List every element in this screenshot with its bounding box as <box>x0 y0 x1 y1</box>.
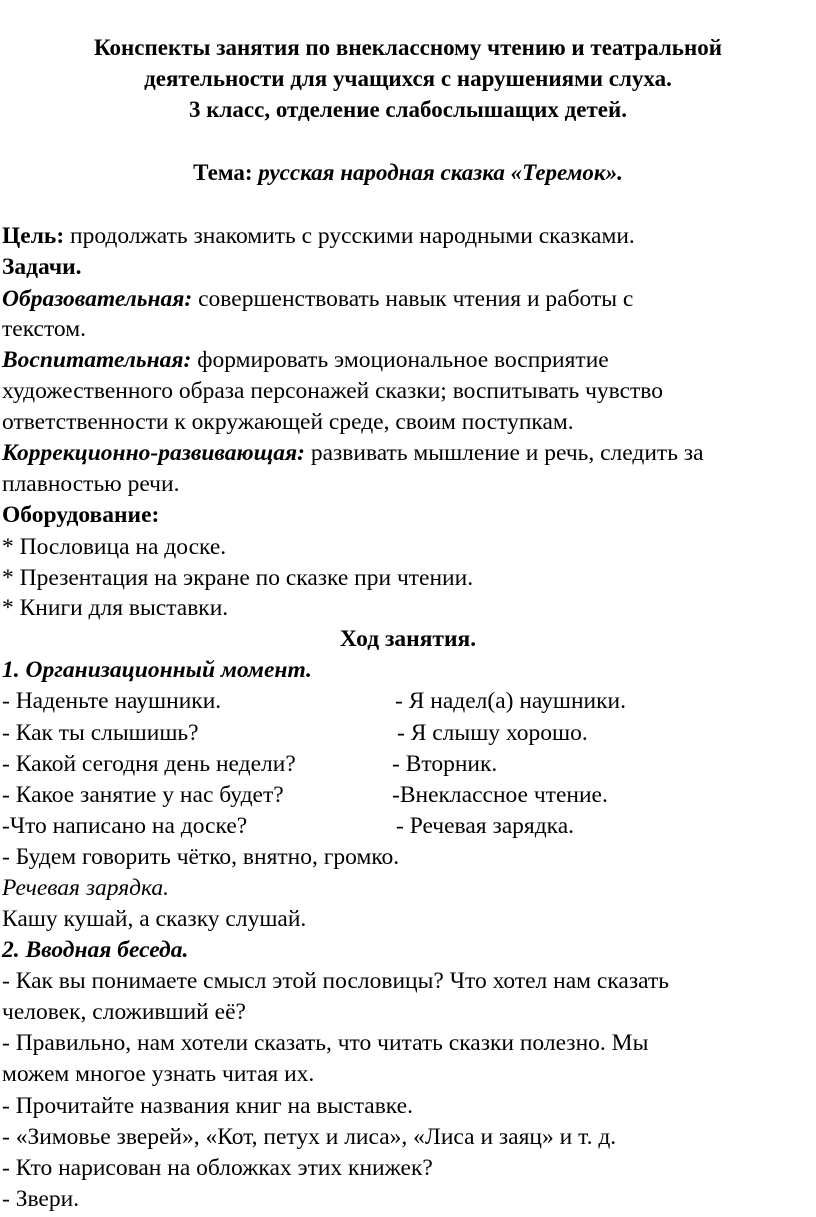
task-educational-label: Образовательная: <box>2 286 193 312</box>
lesson-heading: Ход занятия. <box>339 626 477 652</box>
equipment-item: * Презентация на экране по сказке при чтении. <box>2 565 474 591</box>
goal-text: продолжать знакомить с русскими народными сказками. <box>64 223 635 249</box>
topic-line <box>0 158 816 188</box>
topic-label: Тема: <box>193 160 253 185</box>
task-correction-label: Коррекционно-развивающая: <box>2 440 305 466</box>
topic-value: русская народная сказка «Теремок». <box>258 160 623 185</box>
goal-line <box>2 221 635 251</box>
talk-line: можем многое узнать читая их. <box>2 1061 315 1087</box>
proverb: Кашу кушай, а сказку слушай. <box>2 906 307 932</box>
dialog-question: - Какое занятие у нас будет? <box>2 782 284 808</box>
talk-line: - Как вы понимаете смысл этой пословицы? Что хотел нам сказать <box>2 968 669 994</box>
talk-line: - «Зимовье зверей», «Кот, петух и лиса», «Лиса и заяц» и т. д. <box>2 1124 617 1150</box>
talk-line: - Звери. <box>2 1186 80 1212</box>
dialog-answer: - Речевая зарядка. <box>396 813 575 839</box>
document-title-line-2: деятельности для учащихся с нарушениями слуха. <box>144 66 672 91</box>
document-title-line-1: Конспекты занятия по внеклассному чтению и театральной <box>94 35 722 60</box>
task-upbringing-cont-2: ответственности к окружающей среде, своим поступкам. <box>2 409 574 435</box>
talk-line: - Правильно, нам хотели сказать, что читать сказки полезно. Мы <box>2 1030 649 1056</box>
dialog-question: - Какой сегодня день недели? <box>2 751 296 777</box>
task-correction-cont: плавностью речи. <box>2 471 180 497</box>
equipment-item: * Пословица на доске. <box>2 534 227 560</box>
task-educational-text: совершенствовать навык чтения и работы с <box>192 286 634 312</box>
task-educational <box>2 284 633 314</box>
dialog-question: -Что написано на доске? <box>2 813 248 839</box>
equipment-item: * Книги для выставки. <box>2 595 229 621</box>
task-educational-cont: текстом. <box>2 316 86 342</box>
dialog-answer: - Я надел(а) наушники. <box>395 688 627 714</box>
talk-line: - Кто нарисован на обложках этих книжек? <box>2 1155 433 1181</box>
task-upbringing <box>2 345 609 375</box>
dialog-answer: - Вторник. <box>392 751 498 777</box>
dialog-question: - Наденьте наушники. <box>2 688 222 714</box>
task-upbringing-text: формировать эмоциональное восприятие <box>191 347 609 373</box>
talk-line: человек, сложивший её? <box>2 999 246 1025</box>
tasks-heading: Задачи. <box>2 254 82 280</box>
talk-line: - Прочитайте названия книг на выставке. <box>2 1093 413 1119</box>
section-1-heading: 1. Организационный момент. <box>2 657 312 683</box>
task-upbringing-label: Воспитательная: <box>2 347 192 373</box>
speak-instruction: - Будем говорить чётко, внятно, громко. <box>2 844 400 870</box>
document-title-line-3: 3 класс, отделение слабослышащих детей. <box>189 97 627 122</box>
equipment-heading: Оборудование: <box>2 502 160 528</box>
task-upbringing-cont-1: художественного образа персонажей сказки; воспитывать чувство <box>2 378 663 404</box>
speech-warmup-label: Речевая зарядка. <box>2 875 170 901</box>
goal-label: Цель: <box>2 223 65 249</box>
section-2-heading: 2. Вводная беседа. <box>2 937 189 963</box>
task-correction <box>2 438 704 468</box>
dialog-question: - Как ты слышишь? <box>2 720 199 746</box>
dialog-answer: - Я слышу хорошо. <box>397 720 588 746</box>
task-correction-text: развивать мышление и речь, следить за <box>304 440 704 466</box>
dialog-answer: -Внеклассное чтение. <box>392 782 608 808</box>
